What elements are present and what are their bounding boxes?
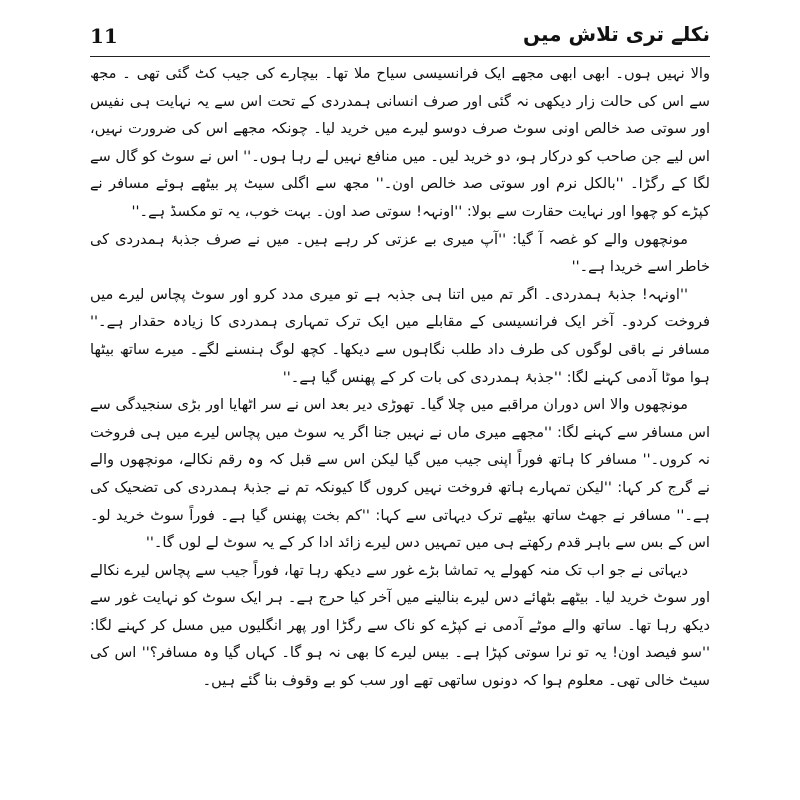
page-body xyxy=(90,60,710,792)
paragraph: مونچھوں والا اس دوران مراقبے میں چلا گیا۔ تھوڑی دیر بعد اس نے سر اٹھایا اور بڑی سنجیدگی سے اس مسافر سے کہنے لگا: ''مجھے میری ماں نے نہیں جنا اگر یہ سوٹ میں پچاس لیرے میں ہی فروخت نہ کروں۔'' مسافر کا ہاتھ فوراً اپنی جیب میں گیا لیکن اس سے قبل کہ وہ رقم نکالے، مونچھوں والے نے گرج کر کہا: ''لیکن تمہارے ہاتھ فروخت نہیں کروں گا کیونکہ تم نے جذبۂ ہمدردی کی تضحیک کی ہے۔'' مسافر نے جھٹ ساتھ بیٹھے ترک دیہاتی سے کہا: ''کم بخت پھنس گیا ہے۔ فوراً سوٹ خرید لو۔ اس کے بس سے باہر قدم رکھتے ہی میں تمہیں دس لیرے زائد ادا کر کے یہ سوٹ لے لوں گا۔'' xyxy=(90,396,710,552)
paragraph: دیہاتی نے جو اب تک منہ کھولے یہ تماشا بڑے غور سے دیکھ رہا تھا، فوراً جیب سے پچاس لیرے نکالے اور سوٹ خرید لیا۔ بیٹھے بٹھائے دس لیرے بنالینے میں آخر کیا حرج ہے۔ ہر ایک سوٹ کو نہایت غور سے دیکھ رہا تھا۔ ساتھ والے موٹے آدمی نے کپڑے کو ناک سے رگڑا اور پھر انگلیوں میں مسل کر کہنے لگا: ''سو فیصد اون! یہ تو نرا سوتی کپڑا ہے۔ بیس لیرے کا بھی نہ ہو گا۔ کہاں گیا وہ مسافر؟'' اس کی سیٹ خالی تھی۔ معلوم ہوا کہ دونوں ساتھی تھے اور سب کو بے وقوف بنا گئے ہیں۔ xyxy=(90,561,710,690)
page-header xyxy=(90,22,710,57)
paragraph: ''اونہہ! جذبۂ ہمدردی۔ اگر تم میں اتنا ہی جذبہ ہے تو میری مدد کرو اور سوٹ پچاس لیرے میں فروخت کردو۔ آخر ایک فرانسیسی کے مقابلے میں ایک ترک تمہاری ہمدردی کا زیادہ حقدار ہے۔'' مسافر نے باقی لوگوں کی طرف داد طلب نگاہوں سے دیکھا۔ کچھ لوگ ہنسنے لگے۔ میرے ساتھ بیٹھا ہوا موٹا آدمی کہنے لگا: ''جذبۂ ہمدردی کی بات کر کے پھنس گیا ہے۔'' xyxy=(90,285,710,386)
book-page xyxy=(90,8,710,792)
running-title: نکلے تری تلاش میں xyxy=(522,22,710,46)
page-number: 11 xyxy=(90,24,118,48)
paragraph: والا نہیں ہوں۔ ابھی ابھی مجھے ایک فرانسیسی سیاح ملا تھا۔ بیچارے کی جیب کٹ گئی تھی ۔ مجھ سے اس کی حالت زار دیکھی نہ گئی اور صرف انسانی ہمدردی کے تحت اس سے یہ نہایت ہی نفیس اور سوتی صد خالص اونی سوٹ صرف دوسو لیرے میں خرید لیا۔ چونکہ مجھے اس کی ضرورت نہیں، اس لیے جن صاحب کو درکار ہو، دو خرید لیں۔ میں منافع نہیں لے رہا ہوں۔'' اس نے سوٹ کو گال سے لگا کے رگڑا۔ ''بالکل نرم اور سوتی صد خالص اون۔'' مجھ سے اگلی سیٹ پر بیٹھے ہوئے مسافر نے کپڑے کو چھوا اور نہایت حقارت سے بولا: ''اونہہ! سوتی صد اون۔ بہت خوب، یہ تو مکسڈ ہے۔'' xyxy=(90,65,710,220)
paragraph: مونچھوں والے کو غصہ آ گیا: ''آپ میری بے عزتی کر رہے ہیں۔ میں نے صرف جذبۂ ہمدردی کی خاطر اسے خریدا ہے۔'' xyxy=(90,230,710,276)
